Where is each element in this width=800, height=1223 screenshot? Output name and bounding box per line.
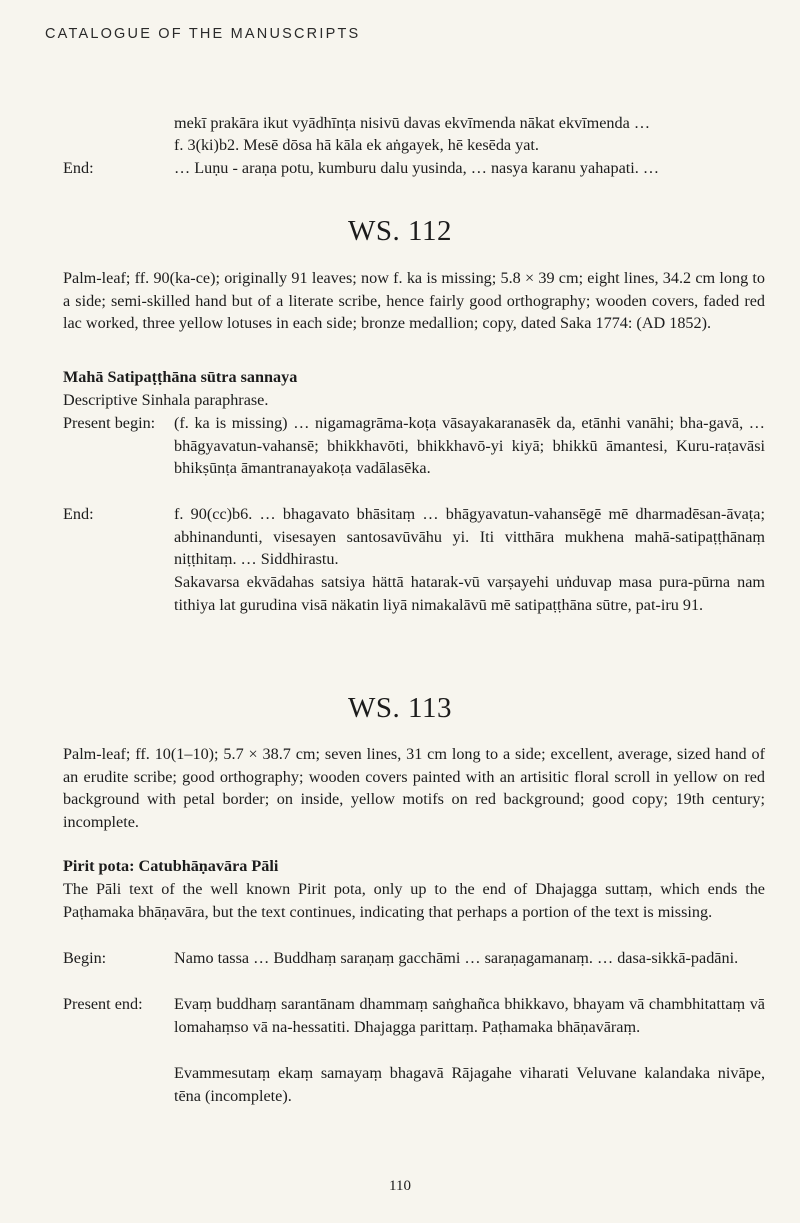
ws113-heading: WS. 113 [348,692,452,724]
ws113-intro: The Pāli text of the well known Pirit pota, only up to the end of Dhajagga suttaṃ, which ends the Paṭhamaka bhāṇavāra, but the text continues, indicating that perhaps a portion of the text is missing. [63,880,765,921]
ws112-colophon: Sakavarsa ekvādahas satsiya hättā hatarak-vū varṣayehi uṅduvap masa pura-pūrna nam tithiya lat gurudina visā näkatin liyā nimakalāvū mē satipaṭṭhāna sūtre, pat-iru 91. [174,573,765,614]
ws112-begin-label: Present begin: [63,414,156,432]
ws112-title: Mahā Satipaṭṭhāna sūtra sannaya [63,368,298,386]
continuation-line-2: f. 3(ki)b2. Mesē dōsa hā kāla ek aṅgayek, hē kesēda yat. [174,136,539,154]
ws112-end-label: End: [63,505,94,523]
page-number: 110 [389,1178,411,1194]
ws112-subtitle: Descriptive Sinhala paraphrase. [63,391,269,409]
end-label: End: [63,159,94,177]
ws113-end-label: Present end: [63,995,143,1013]
ws112-description: Palm-leaf; ff. 90(ka-ce); originally 91 leaves; now f. ka is missing; 5.8 × 39 cm; eight lines, 34.2 cm long to a side; semi-skilled hand but of a literate scribe, hence fairly good orthography; wooden covers, faded red lac worked, three yellow lotuses in each side; bronze medallion; copy, dated Saka 1774: (AD 1852). [63,269,765,333]
continuation-line-1: mekī prakāra ikut vyādhīnṭa nisivū davas ekvīmenda nākat ekvīmenda … [174,114,651,132]
ws112-begin-text: (f. ka is missing) … nigamagrāma-koṭa vāsayakaranasēk da, etānhi vanāhi; bha-gavā, … bhāgyavatun-vahansē; bhikkhavōti, bhikkhavō-yi kiyā; bhikkū āmantesi, Kuru-raṭavāsi bhikṣūnṭa āmantranayakoṭa vadālasēka. [174,414,765,478]
running-head: CATALOGUE OF THE MANUSCRIPTS [45,26,361,42]
ws113-end-text: Evaṃ buddhaṃ sarantānam dhammaṃ saṅghañca bhikkavo, bhayam vā chambhitattaṃ vā lomahaṃso vā na-hessatiti. Dhajagga parittaṃ. Paṭhamaka bhāṇavāraṃ. [174,995,765,1036]
ws112-heading: WS. 112 [348,215,452,247]
end-text: … Luṇu - araṇa potu, kumburu dalu yusinda, … nasya karanu yahapati. … [174,159,660,177]
ws113-begin-text: Namo tassa … Buddhaṃ saraṇaṃ gacchāmi … saraṇagamanaṃ. … dasa-sikkā-padāni. [174,949,739,967]
ws113-end-text-2: Evammesutaṃ ekaṃ samayaṃ bhagavā Rājagahe viharati Veluvane kalandaka nivāpe, tēna (incomplete). [174,1064,765,1105]
ws113-description: Palm-leaf; ff. 10(1–10); 5.7 × 38.7 cm; seven lines, 31 cm long to a side; excellent, average, sized hand of an erudite scribe; good orthography; wooden covers painted with an artisitic floral scroll in yellow on red background with petal border; on inside, yellow motifs on red background; good copy; 19th century; incomplete. [63,745,765,831]
ws113-begin-label: Begin: [63,949,107,967]
ws113-title: Pirit pota: Catubhāṇavāra Pāli [63,857,279,875]
ws112-end-text: f. 90(cc)b6. … bhagavato bhāsitaṃ … bhāgyavatun-vahansēgē mē dharmadēsan-āvaṭa; abhinandunti, visesayen santosavūvāhu yi. Iti vitthāra mukhena mahā-satipaṭṭhānaṃ niṭṭhitaṃ. … Siddhirastu. [174,505,765,569]
